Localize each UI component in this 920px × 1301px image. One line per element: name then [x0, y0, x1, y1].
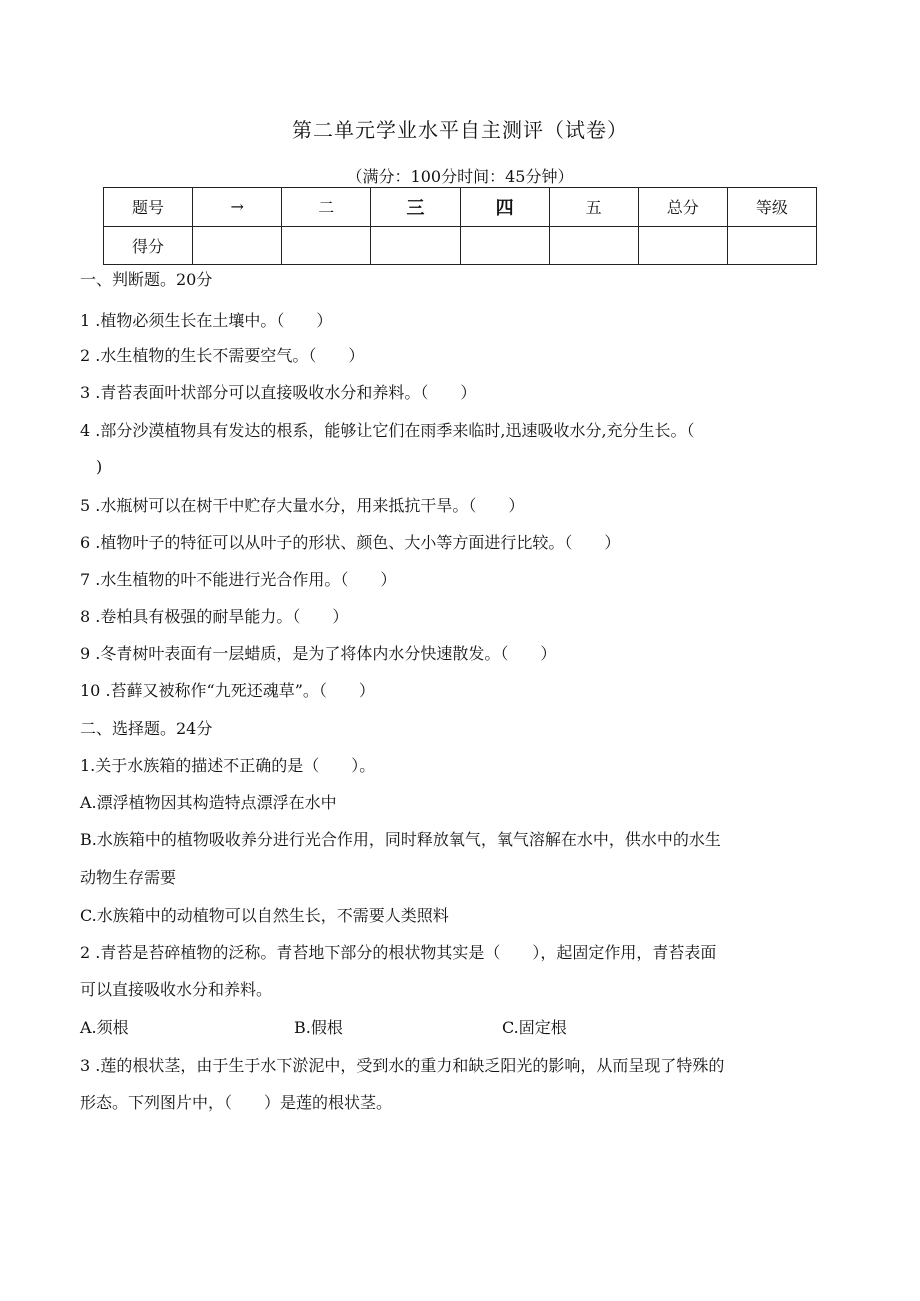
choice-option: B.水族箱中的植物吸收养分进行光合作用，同时释放氧气，氧气溶解在水中，供水中的水生 [80, 830, 721, 849]
choice-question: 1.关于水族箱的描述不正确的是（ ）。 [80, 756, 376, 775]
judgement-item: 6 .植物叶子的特征可以从叶子的形状、颜色、大小等方面进行比较。（ ） [80, 533, 621, 552]
score-cell[interactable] [638, 226, 727, 265]
choice-question: 3 .莲的根状茎，由于生于水下淤泥中，受到水的重力和缺乏阳光的影响，从而呈现了特殊的 [80, 1056, 725, 1075]
page-title: 第二单元学业水平自主测评（试卷） [292, 118, 628, 142]
judgement-item: 9 .冬青树叶表面有一层蜡质，是为了将体内水分快速散发。（ ） [80, 644, 557, 663]
score-table-header-cell: 二 [282, 188, 371, 227]
score-table-header-cell: 总分 [638, 188, 727, 227]
choice-question-continuation: 形态。下列图片中，（ ）是莲的根状茎。 [80, 1093, 393, 1112]
score-table-header-cell: 五 [549, 188, 638, 227]
page-subtitle: （满分：100分时间：45分钟） [346, 167, 574, 186]
score-cell[interactable] [193, 226, 282, 265]
choice-question: 2 .青苔是苔碎植物的泛称。青苔地下部分的根状物其实是（ ），起固定作用，青苔表面 [80, 943, 717, 962]
judgement-item: 1 .植物必须生长在土壤中。（ ） [80, 311, 333, 330]
score-table [103, 187, 817, 265]
choice-option-continuation: 动物生存需要 [80, 868, 177, 887]
score-table-header-cell: 等级 [727, 188, 816, 227]
choice-option: C.固定根 [502, 1018, 567, 1037]
judgement-item: 5 .水瓶树可以在树干中贮存大量水分，用来抵抗干旱。（ ） [80, 496, 525, 515]
choice-option: B.假根 [294, 1018, 343, 1037]
score-cell[interactable] [371, 226, 460, 265]
score-cell[interactable] [282, 226, 371, 265]
judgement-item: 8 .卷柏具有极强的耐旱能力。（ ） [80, 607, 349, 626]
choice-options-row [80, 1015, 840, 1037]
section1-heading: 一、判断题。20分 [80, 270, 213, 289]
judgement-item-continuation: ) [80, 457, 103, 476]
choice-question-continuation: 可以直接吸收水分和养料。 [80, 980, 273, 999]
judgement-item: 2 .水生植物的生长不需要空气。（ ） [80, 346, 365, 365]
judgement-item: 7 .水生植物的叶不能进行光合作用。（ ） [80, 570, 397, 589]
judgement-item: 10 .苔藓又被称作“九死还魂草”。（ ） [80, 681, 375, 700]
score-table-row [104, 226, 817, 265]
score-table-header-cell: → [193, 188, 282, 227]
judgement-item: 4 .部分沙漠植物具有发达的根系，能够让它们在雨季来临时,迅速吸收水分,充分生长。（ [80, 421, 695, 440]
score-cell[interactable] [727, 226, 816, 265]
score-table-header-cell: 三 [371, 188, 460, 227]
score-table-header-row [104, 188, 817, 227]
choice-option: C.水族箱中的动植物可以自然生长，不需要人类照料 [80, 906, 449, 925]
score-cell[interactable] [460, 226, 549, 265]
section2-heading: 二、选择题。24分 [80, 719, 213, 738]
judgement-item: 3 .青苔表面叶状部分可以直接吸收水分和养料。（ ） [80, 383, 477, 402]
choice-option: A.漂浮植物因其构造特点漂浮在水中 [80, 793, 337, 812]
score-table-header-cell: 四 [460, 188, 549, 227]
score-cell[interactable] [549, 226, 638, 265]
score-table-header-cell: 题号 [104, 188, 193, 227]
score-row-label: 得分 [104, 226, 193, 265]
choice-option: A.须根 [80, 1018, 129, 1037]
